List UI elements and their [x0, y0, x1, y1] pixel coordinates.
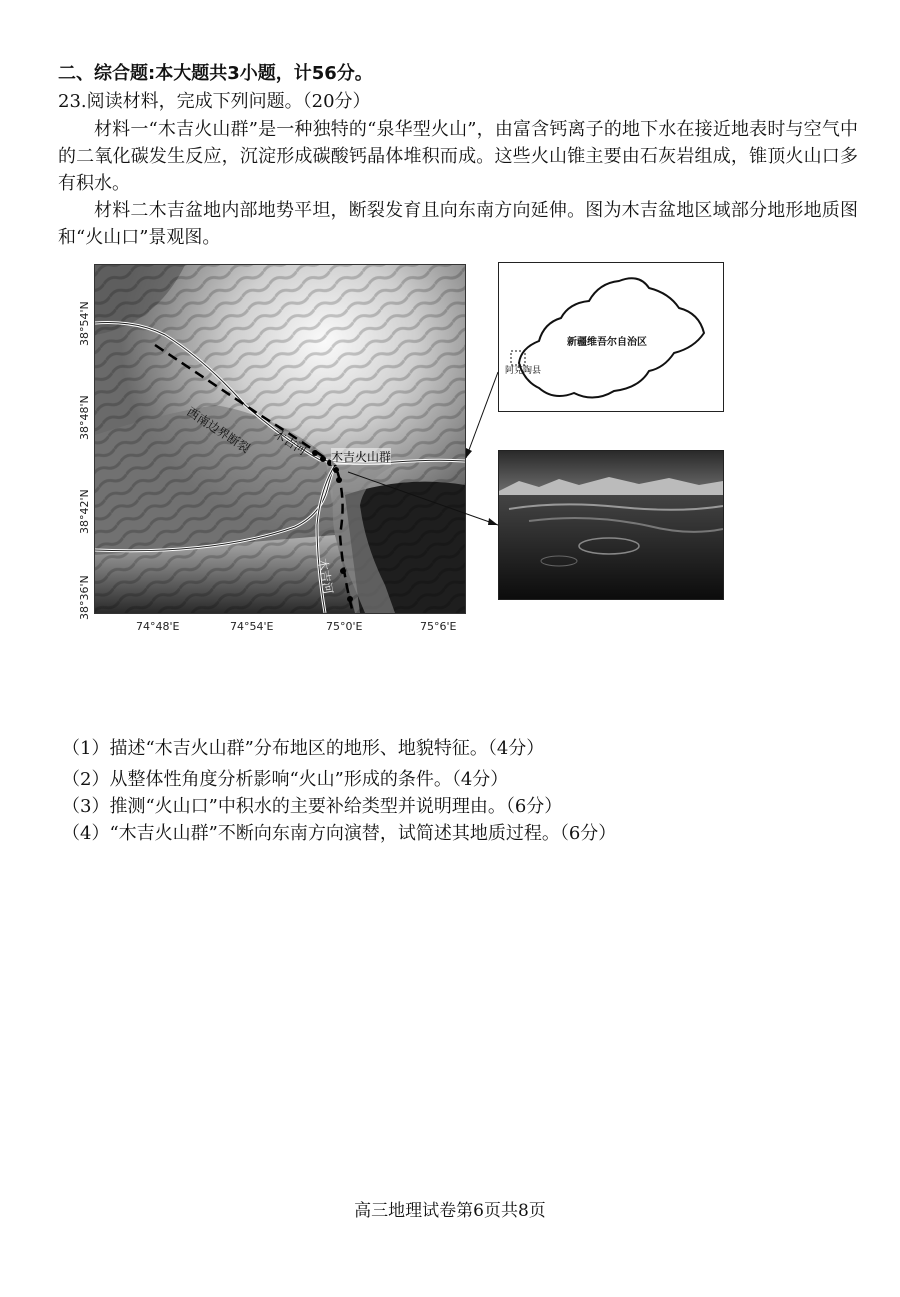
lat-tick-3: 38°42'N: [78, 489, 91, 534]
section-title: 二、综合题:本大题共3小题，计56分。: [58, 63, 373, 84]
crater-landscape-photo: [498, 450, 724, 600]
question-1: （1）描述“木吉火山群”分布地区的地形、地貌特征。（4分）: [62, 738, 545, 759]
lat-tick-2: 38°48'N: [78, 395, 91, 440]
question-header: 23.阅读材料，完成下列问题。（20分）: [58, 91, 371, 112]
lon-tick-3: 75°0'E: [326, 620, 363, 633]
material-2: 材料二木吉盆地内部地势平坦，断裂发育且向东南方向延伸。图为木吉盆地区域部分地形地质图和“火山口”景观图。: [58, 200, 858, 248]
page-footer: 高三地理试卷第6页共8页: [354, 1201, 546, 1221]
river-label-2: 木吉河: [315, 557, 336, 596]
material-1: 材料一“木吉火山群”是一种独特的“泉华型火山”，由富含钙离子的地下水在接近地表时与空气中的二氧化碳发生反应，沉淀形成碳酸钙晶体堆积而成。这些火山锥主要由石灰岩组成，锥顶火山口多有积水。: [58, 119, 858, 194]
lon-tick-2: 74°54'E: [230, 620, 274, 633]
volcano-label: 木吉火山群: [331, 450, 392, 464]
question-2: （2）从整体性角度分析影响“火山”形成的条件。（4分）: [62, 769, 509, 790]
fault-label: 西南边界断裂: [184, 404, 253, 456]
county-label: 阿克陶县: [505, 366, 542, 376]
lat-tick-4: 38°36'N: [78, 575, 91, 620]
photo-image: [499, 451, 723, 599]
lon-tick-1: 74°48'E: [136, 620, 180, 633]
river-label-1: 木吉河: [271, 426, 310, 459]
question-4: （4）“木吉火山群”不断向东南方向演替，试简述其地质过程。（6分）: [62, 823, 617, 844]
region-label: 新疆维吾尔自治区: [567, 337, 647, 348]
lon-tick-4: 75°6'E: [420, 620, 457, 633]
question-3: （3）推测“火山口”中积水的主要补给类型并说明理由。（6分）: [62, 796, 563, 817]
lat-tick-1: 38°54'N: [78, 301, 91, 346]
